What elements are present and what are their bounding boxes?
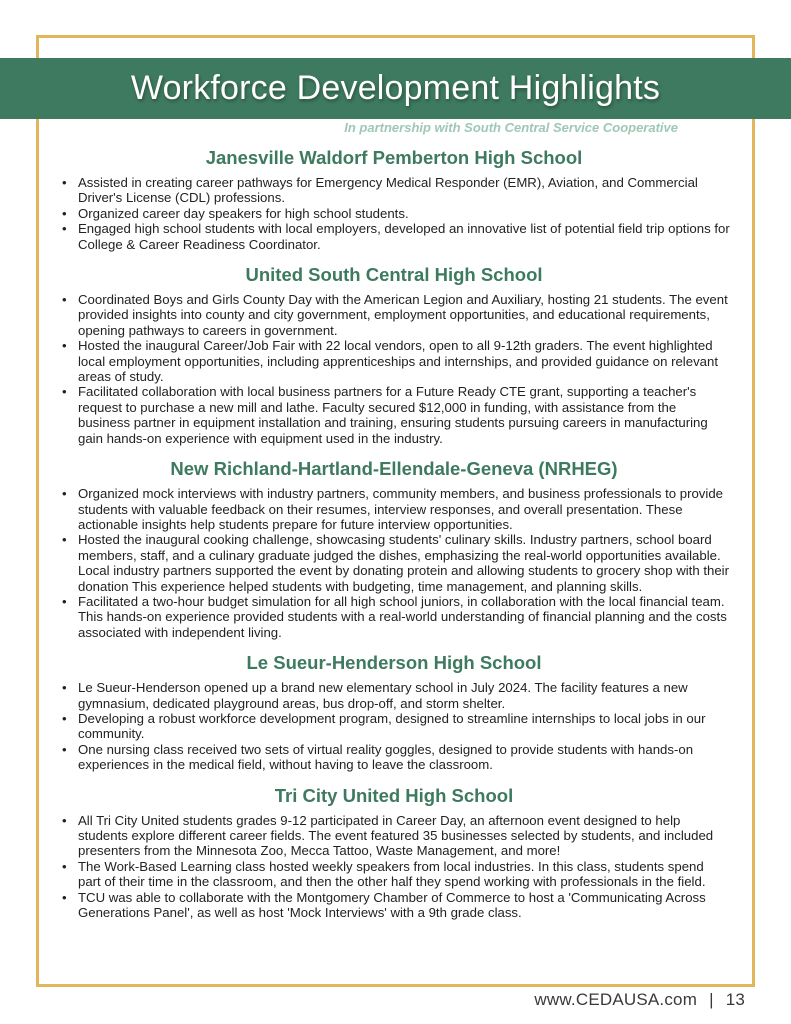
list-item: • The Work-Based Learning class hosted weekly speakers from local industries. In this class, students spend part of their time in the classroom, and then the other half they spend working with professionals in the field. bbox=[78, 859, 730, 890]
list-item: • Coordinated Boys and Girls County Day with the American Legion and Auxiliary, hosting 21 students. The event provided insights into county and city government, employment opportunities, and educational requirements, opening pathways to careers in government. bbox=[78, 292, 730, 338]
list-item: • All Tri City United students grades 9-12 participated in Career Day, an afternoon event designed to help students explore different career fields. The event featured 35 businesses selected by students, and included presenters from the Minnesota Zoo, Mecca Tattoo, Waste Management, and more! bbox=[78, 813, 730, 859]
list-item: • Le Sueur-Henderson opened up a brand new elementary school in July 2024. The facility features a new gymnasium, dedicated playground areas, bus drop-off, and storm shelter. bbox=[78, 680, 730, 711]
page-footer bbox=[534, 990, 745, 1010]
list-item: • Assisted in creating career pathways for Emergency Medical Responder (EMR), Aviation, and Commercial Driver's License (CDL) professions. bbox=[78, 175, 730, 206]
section-heading: New Richland-Hartland-Ellendale-Geneva (NRHEG) bbox=[170, 458, 618, 480]
list-item: • TCU was able to collaborate with the Montgomery Chamber of Commerce to host a 'Communicating Across Generations Panel', as well as host 'Mock Interviews' with a 9th grade class. bbox=[78, 890, 730, 921]
list-item: • Engaged high school students with local employers, developed an innovative list of potential field trip options for College & Career Readiness Coordinator. bbox=[78, 221, 730, 252]
section-heading: United South Central High School bbox=[245, 264, 543, 286]
section-tri-city-united bbox=[58, 784, 730, 921]
bullet-list bbox=[58, 486, 730, 640]
content-area bbox=[58, 146, 730, 931]
section-le-sueur-henderson bbox=[58, 651, 730, 772]
list-item: • Developing a robust workforce development program, designed to streamline internships to local jobs in our community. bbox=[78, 711, 730, 742]
bullet-list bbox=[58, 292, 730, 446]
section-janesville bbox=[58, 146, 730, 252]
title-banner bbox=[0, 58, 791, 119]
bullet-list bbox=[58, 813, 730, 921]
section-heading: Janesville Waldorf Pemberton High School bbox=[205, 147, 583, 168]
list-item: • Hosted the inaugural Career/Job Fair with 22 local vendors, open to all 9-12th graders. The event highlighted local employment opportunities, including apprenticeships and internships, and provided guidance on relevant areas of study. bbox=[78, 338, 730, 384]
page-number: 13 bbox=[725, 990, 745, 1009]
list-item: • One nursing class received two sets of virtual reality goggles, designed to provide students with hands-on experiences in the medical field, without having to leave the classroom. bbox=[78, 742, 730, 773]
list-item: • Organized mock interviews with industry partners, community members, and business professionals to provide students with valuable feedback on their resumes, interview responses, and overall presentation. These actionable insights help students prepare for future interview opportunities. bbox=[78, 486, 730, 532]
bullet-list bbox=[58, 680, 730, 772]
bullet-list bbox=[58, 175, 730, 252]
section-heading: Tri City United High School bbox=[274, 784, 514, 806]
footer-separator: | bbox=[709, 990, 714, 1009]
section-nrheg bbox=[58, 457, 730, 640]
section-united-south-central bbox=[58, 263, 730, 446]
list-item: • Facilitated collaboration with local business partners for a Future Ready CTE grant, supporting a teacher's request to purchase a new mill and lathe. Faculty secured $12,000 in funding, with assistance from the business partner in equipment installation and training, ensuring students pursuing careers in manufacturing gain hands-on experience with equipment used in the industry. bbox=[78, 384, 730, 446]
website-link[interactable]: www.CEDAUSA.com bbox=[534, 990, 698, 1009]
partnership-subtitle: In partnership with South Central Service Cooperative bbox=[344, 120, 678, 135]
page-title: Workforce Development Highlights bbox=[130, 69, 661, 107]
list-item: • Hosted the inaugural cooking challenge, showcasing students' culinary skills. Industry partners, school board members, staff, and a culinary graduate judged the dishes, emphasizing the real-world opportunities available. Local industry partners supported the event by donating protein and allowing students to grocery shop with their donation This experience helped students with budgeting, time management, and planning skills. bbox=[78, 532, 730, 594]
list-item: • Organized career day speakers for high school students. bbox=[78, 206, 730, 221]
section-heading: Le Sueur-Henderson High School bbox=[246, 652, 542, 674]
list-item: • Facilitated a two-hour budget simulation for all high school juniors, in collaboration with the local financial team. This hands-on experience provided students with a real-world understanding of financial planning and the costs associated with independent living. bbox=[78, 594, 730, 640]
